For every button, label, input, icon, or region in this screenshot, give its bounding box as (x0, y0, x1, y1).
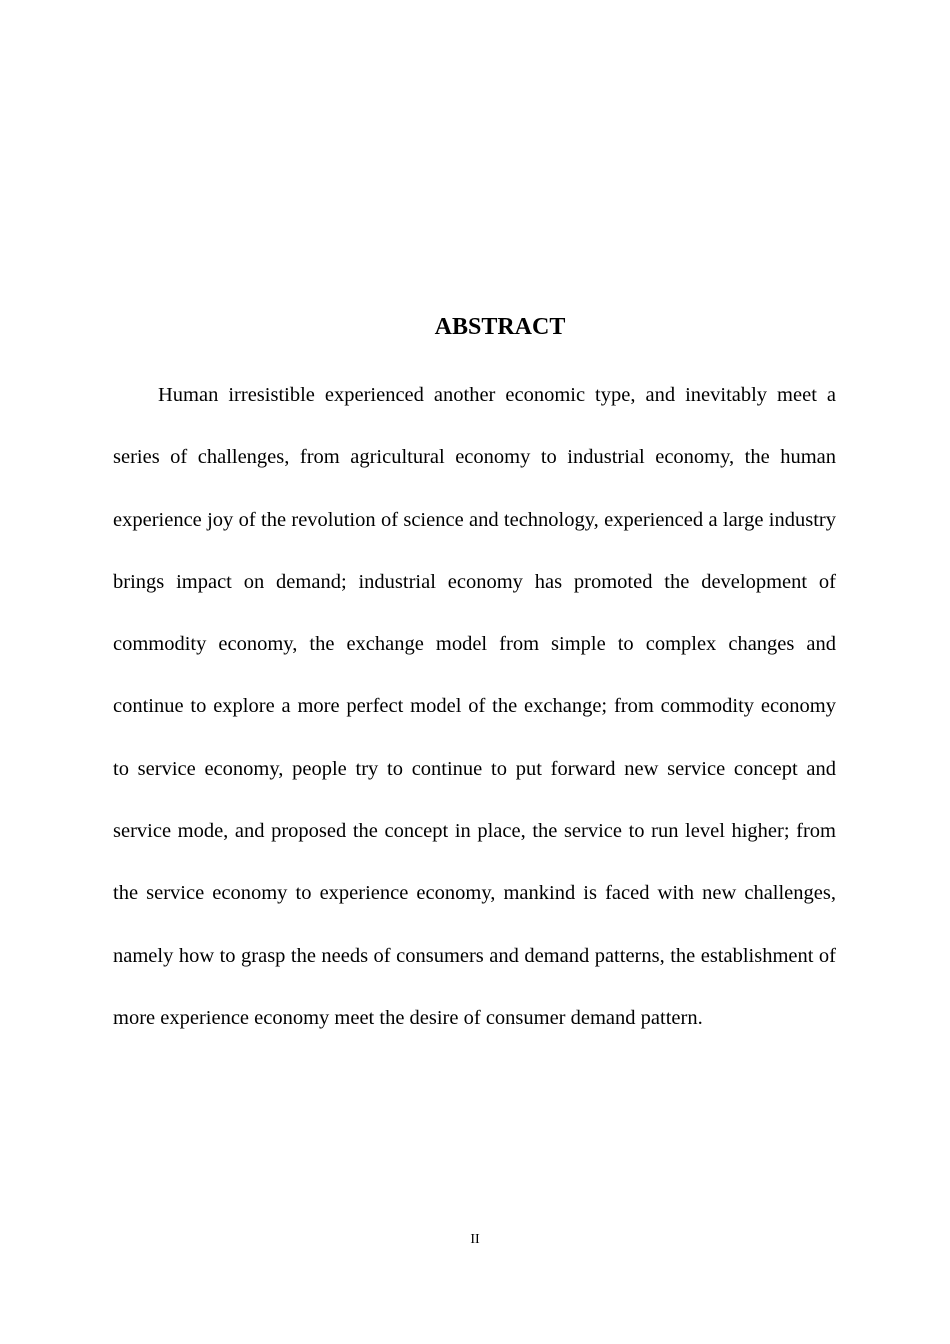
page-number: II (470, 1232, 480, 1247)
abstract-body-text: Human irresistible experienced another economic type, and inevitably meet a series of challenges, from agricultural economy to industrial economy, the human experience joy of the revolution of science and technology, experienced a large industry brings impact on demand; industrial economy has promoted the development of commodity economy, the exchange model from simple to complex changes and continue to explore a more perfect model of the exchange; from commodity economy to service economy, people try to continue to put forward new service concept and service mode, and proposed the concept in place, the service to run level higher; from the service economy to experience economy, mankind is faced with new challenges, namely how to grasp the needs of consumers and demand patterns, the establishment of more experience economy meet the desire of consumer demand pattern. (113, 384, 836, 1029)
abstract-heading: ABSTRACT (434, 314, 566, 340)
